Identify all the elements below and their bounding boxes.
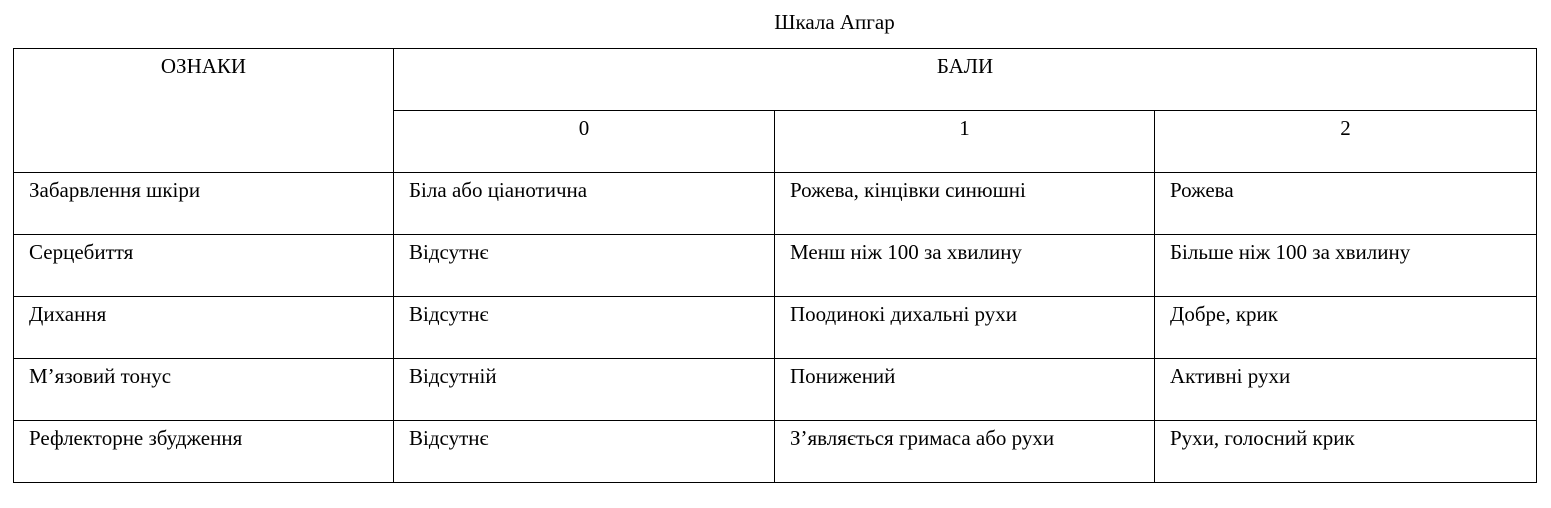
apgar-table <box>13 48 1537 483</box>
table-row <box>14 173 1537 235</box>
score-0-cell: Відсутнє <box>394 297 775 359</box>
header-signs: ОЗНАКИ <box>14 49 394 173</box>
table-row <box>14 235 1537 297</box>
score-0-cell: Відсутній <box>394 359 775 421</box>
sign-cell: Рефлекторне збудження <box>14 421 394 483</box>
score-1-cell: Поодинокі дихальні рухи <box>775 297 1155 359</box>
table-row <box>14 421 1537 483</box>
table-header-row <box>14 49 1537 111</box>
header-score-2: 2 <box>1155 111 1537 173</box>
header-score-0: 0 <box>394 111 775 173</box>
score-0-cell: Біла або ціанотична <box>394 173 775 235</box>
score-1-cell: Рожева, кінцівки синюшні <box>775 173 1155 235</box>
sign-cell: Дихання <box>14 297 394 359</box>
score-2-cell: Добре, крик <box>1155 297 1537 359</box>
header-points: БАЛИ <box>394 49 1537 111</box>
sign-cell: Серцебиття <box>14 235 394 297</box>
score-1-cell: Понижений <box>775 359 1155 421</box>
table-row <box>14 297 1537 359</box>
header-score-1: 1 <box>775 111 1155 173</box>
document-title: Шкала Апгар <box>774 10 895 34</box>
sign-cell: М’язовий тонус <box>14 359 394 421</box>
score-0-cell: Відсутнє <box>394 421 775 483</box>
score-2-cell: Рухи, голосний крик <box>1155 421 1537 483</box>
score-2-cell: Активні рухи <box>1155 359 1537 421</box>
score-1-cell: З’являється гримаса або рухи <box>775 421 1155 483</box>
score-2-cell: Більше ніж 100 за хвилину <box>1155 235 1537 297</box>
score-0-cell: Відсутнє <box>394 235 775 297</box>
score-2-cell: Рожева <box>1155 173 1537 235</box>
sign-cell: Забарвлення шкіри <box>14 173 394 235</box>
score-1-cell: Менш ніж 100 за хвилину <box>775 235 1155 297</box>
table-row <box>14 359 1537 421</box>
